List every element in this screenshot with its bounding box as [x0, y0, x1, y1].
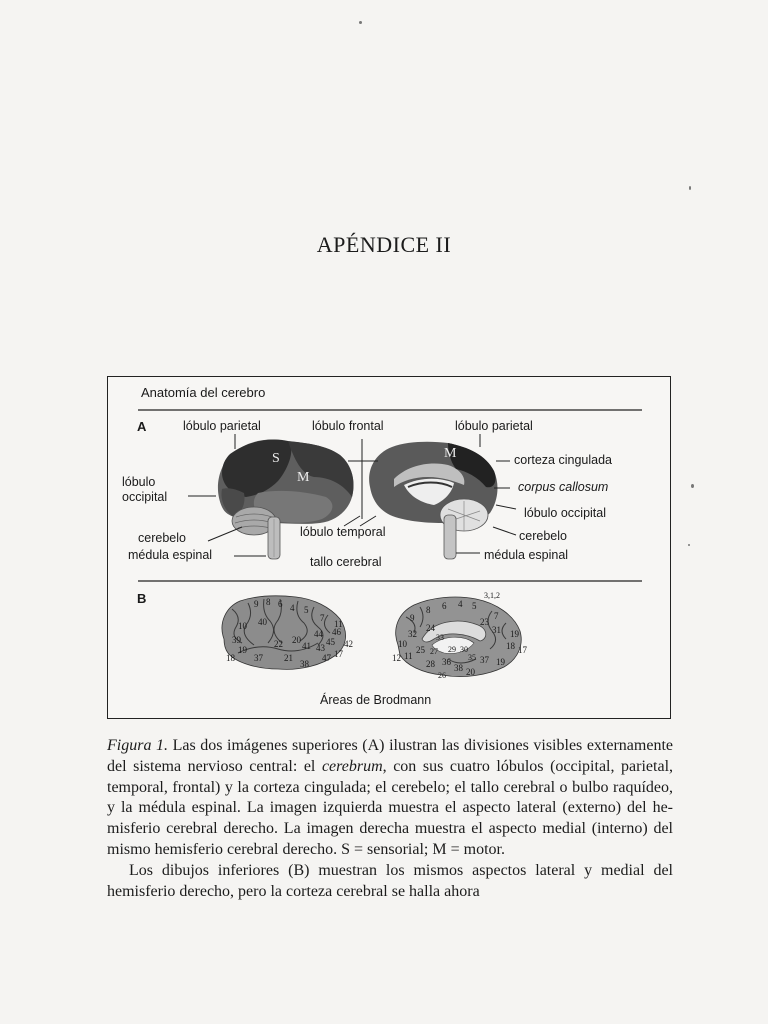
- figure-caption: [107, 736, 673, 902]
- brodmann-number: 7: [320, 613, 325, 623]
- brodmann-number: 39: [232, 635, 241, 645]
- brodmann-number: 46: [332, 627, 341, 637]
- brodmann-number: 6: [442, 601, 447, 611]
- brodmann-number: 37: [480, 655, 489, 665]
- scan-speck: [359, 21, 362, 24]
- label-medula-espinal-right: médula espinal: [484, 548, 569, 562]
- brodmann-number: 45: [326, 637, 335, 647]
- sensory-mark-left: S: [272, 451, 280, 466]
- brodmann-number: 20: [466, 667, 475, 677]
- brodmann-number: 21: [284, 653, 293, 663]
- label-cerebelo-right: cerebelo: [519, 529, 567, 543]
- brodmann-number: 40: [258, 617, 267, 627]
- brodmann-number: 12: [392, 653, 401, 663]
- brodmann-number: 18: [226, 653, 235, 663]
- brodmann-number: 3,1,2: [484, 591, 500, 600]
- brodmann-number: 17: [334, 649, 343, 659]
- label-cerebelo-left: cerebelo: [138, 531, 186, 545]
- brodmann-number: 42: [344, 639, 353, 649]
- brodmann-number: 17: [518, 645, 527, 655]
- brodmann-number: 8: [426, 605, 431, 615]
- brodmann-number: 43: [316, 643, 325, 653]
- label-corteza-cingulada: corteza cingulada: [514, 453, 612, 467]
- cerebrum-term: cerebrum: [321, 757, 383, 775]
- brodmann-number: 29: [448, 645, 456, 654]
- brodmann-number: 30: [460, 645, 468, 654]
- brodmann-number: 19: [496, 657, 505, 667]
- brodmann-number: 33: [436, 633, 444, 642]
- label-lobulo-occipital-right: lóbulo occipital: [524, 506, 606, 520]
- label-lobulo-temporal: lóbulo temporal: [300, 525, 386, 539]
- brodmann-number: 6: [278, 599, 283, 609]
- brodmann-number: 19: [510, 629, 519, 639]
- brodmann-number: 9: [410, 613, 415, 623]
- brodmann-number: 31: [492, 625, 501, 635]
- motor-mark-left: M: [297, 470, 310, 485]
- brodmann-number: 20: [292, 635, 301, 645]
- brodmann-number: 18: [506, 641, 515, 651]
- brodmann-number: 7: [494, 611, 499, 621]
- brodmann-number: 10: [238, 621, 247, 631]
- brodmann-number: 23: [480, 617, 489, 627]
- page-title: APÉNDICE II: [316, 232, 452, 257]
- scan-speck: [688, 544, 690, 546]
- figure-label: Figura 1.: [107, 737, 169, 754]
- brodmann-number: 28: [426, 659, 435, 669]
- label-corpus-callosum: corpus callosum: [518, 480, 609, 494]
- brodmann-number: 11: [334, 619, 343, 629]
- brodmann-number: 32: [408, 629, 417, 639]
- label-lobulo-occipital-left-line1: lóbulo: [122, 475, 156, 489]
- brodmann-number: 22: [274, 639, 283, 649]
- brodmann-number: 10: [398, 639, 407, 649]
- scan-speck: [689, 186, 691, 190]
- label-tallo-cerebral: tallo cerebral: [310, 555, 382, 569]
- brodmann-number: 25: [416, 645, 425, 655]
- brodmann-number: 36: [442, 657, 451, 667]
- caption-paragraph-2: Los dibujos inferiores (B) muestran los mismos aspectos lateral y medial del hemisferio derecho, pero la corteza cerebral se halla ahora: [107, 861, 673, 900]
- caption-paragraph-1: [107, 736, 673, 861]
- brodmann-number: 11: [404, 651, 413, 661]
- panel-a-letter: A: [137, 419, 147, 434]
- caption-text-1b: , con sus cuatro lóbulos (occipital, parietal, temporal, frontal) y la corteza cingulada; el cerebelo; el tallo cerebral o bulbo raquídeo, y la médula espinal. La imagen izquierda muestra el aspecto lateral (externo) del hemisferio cerebral derecho. La imagen derecha muestra el aspecto medial (interno) del mismo hemisferio cerebral derecho. S = sensorial; M = motor.: [107, 757, 674, 858]
- brodmann-number: 8: [266, 597, 271, 607]
- brodmann-number: 44: [314, 629, 323, 639]
- brodmann-number: 38: [300, 659, 309, 669]
- brodmann-number: 9: [254, 599, 259, 609]
- label-lobulo-occipital-left-line2: occipital: [122, 490, 168, 504]
- brodmann-number: 24: [426, 623, 435, 633]
- brodmann-number: 4: [290, 603, 295, 613]
- brain-anatomy-figure: [107, 376, 671, 719]
- motor-mark-right: M: [444, 446, 457, 461]
- medial-brain-illustration: [369, 442, 497, 559]
- label-medula-espinal-left: médula espinal: [128, 548, 213, 562]
- label-lobulo-parietal-right: lóbulo parietal: [455, 419, 533, 433]
- brodmann-number: 38: [454, 663, 463, 673]
- brodmann-number: 26: [438, 671, 446, 680]
- brodmann-number: 47: [322, 653, 331, 663]
- brodmann-number: 5: [472, 601, 477, 611]
- caption-text-1a: Las dos imágenes superiores (A) ilustran las divisiones visibles externamente del sistema nervioso central: el: [107, 737, 674, 775]
- brodmann-number: 41: [302, 641, 311, 651]
- lateral-brain-illustration: [218, 440, 354, 559]
- scan-speck: [691, 484, 694, 488]
- brodmann-number: 35: [468, 653, 476, 662]
- label-lobulo-parietal-left: lóbulo parietal: [183, 419, 261, 433]
- brodmann-number: 4: [458, 599, 463, 609]
- label-lobulo-frontal: lóbulo frontal: [312, 419, 384, 433]
- panel-b-letter: B: [137, 591, 147, 606]
- brodmann-number: 27: [430, 647, 438, 656]
- figure-header: Anatomía del cerebro: [141, 385, 266, 400]
- brodmann-caption: Áreas de Brodmann: [320, 693, 432, 707]
- brodmann-number: 19: [238, 645, 247, 655]
- brodmann-number: 5: [304, 605, 309, 615]
- brodmann-number: 37: [254, 653, 263, 663]
